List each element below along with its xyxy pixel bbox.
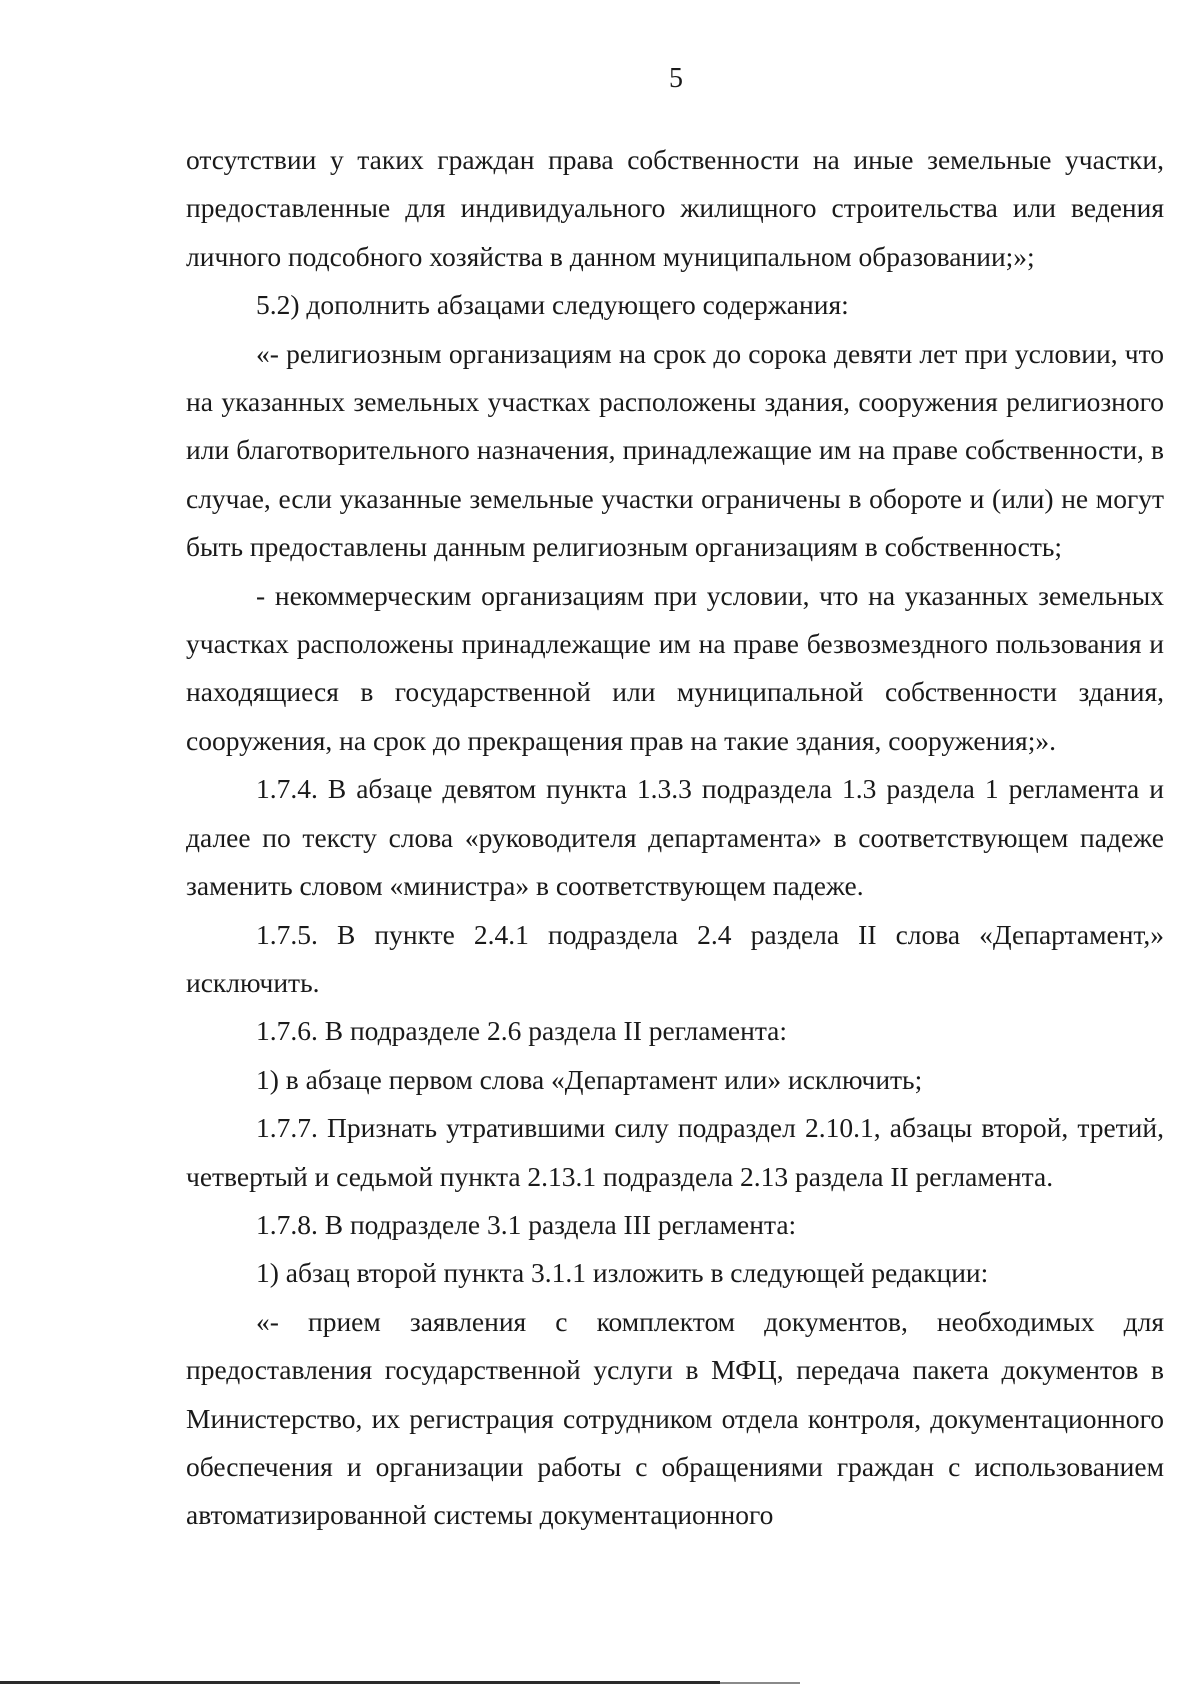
document-body: [186, 136, 1164, 1540]
scan-edge-line: [0, 1681, 720, 1684]
paragraph-1-7-6: 1.7.6. В подразделе 2.6 раздела II регламента:: [256, 1015, 788, 1047]
page-number: 5: [669, 63, 683, 94]
scan-edge-line-fade: [720, 1682, 800, 1684]
paragraph-1-7-6-item-1: 1) в абзаце первом слова «Департамент или» исключить;: [256, 1063, 923, 1095]
paragraph-1-7-8: 1.7.8. В подразделе 3.1 раздела III регламента:: [256, 1208, 797, 1240]
paragraph-1-7-4: 1.7.4. В абзаце девятом пункта 1.3.3 подраздела 1.3 раздела 1 регламента и далее по тексту слова «руководителя департамента» в соответствующем падеже заменить словом «министра» в соответствующем падеже.: [186, 773, 1164, 902]
paragraph-1-7-8-item-1: 1) абзац второй пункта 3.1.1 изложить в следующей редакции:: [256, 1257, 989, 1289]
paragraph-1-7-7: 1.7.7. Признать утратившими силу подраздел 2.10.1, абзацы второй, третий, четвертый и седьмой пункта 2.13.1 подраздела 2.13 раздела II регламента.: [186, 1112, 1164, 1192]
paragraph-1-7-5: 1.7.5. В пункте 2.4.1 подраздела 2.4 раздела II слова «Департамент,» исключить.: [186, 918, 1164, 998]
paragraph-5-2: 5.2) дополнить абзацами следующего содержания:: [256, 289, 849, 321]
paragraph-quoted-reception: «- прием заявления с комплектом документов, необходимых для предоставления государственной услуги в МФЦ, передача пакета документов в Министерство, их регистрация сотрудником отдела контроля, документационного обеспечения и организации работы с обращениями граждан с использованием автоматизированной системы документационного: [186, 1305, 1164, 1531]
paragraph-noncommercial-orgs: - некоммерческим организациям при условии, что на указанных земельных участках расположены принадлежащие им на праве безвозмездного пользования и находящиеся в государственной или муниципальной собственности здания, сооружения, на срок до прекращения прав на такие здания, сооружения;».: [186, 579, 1164, 756]
paragraph-religious-orgs: «- религиозным организациям на срок до сорока девяти лет при условии, что на указанных земельных участках расположены здания, сооружения религиозного или благотворительного назначения, принадлежащие им на праве собственности, в случае, если указанные земельные участки ограничены в обороте и (или) не могут быть предоставлены данным религиозным организациям в собственность;: [186, 337, 1164, 563]
paragraph-continuation: отсутствии у таких граждан права собственности на иные земельные участки, предоставленные для индивидуального жилищного строительства или ведения личного подсобного хозяйства в данном муниципальном образовании;»;: [186, 144, 1164, 272]
